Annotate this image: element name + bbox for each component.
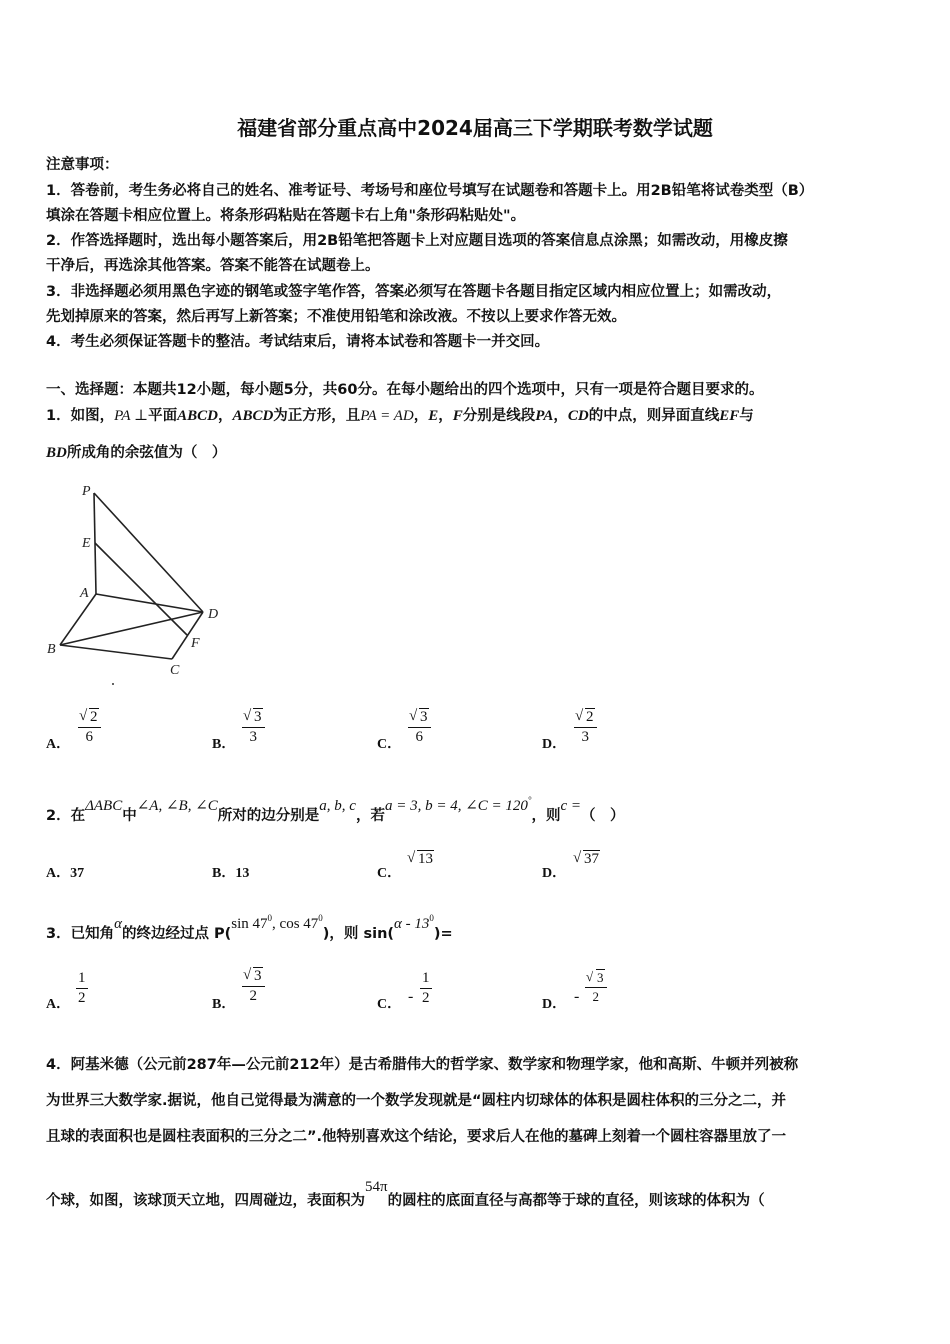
notice-line-6: 先划掉原来的答案，然后再写上新答案；不准使用铅笔和涂改液。不按以上要求作答无效。: [46, 309, 626, 325]
q1-math: PA ⊥: [114, 408, 149, 424]
q3-option-c-label: C．: [377, 997, 402, 1012]
q1-math: F: [452, 408, 463, 424]
label-b: B: [47, 642, 56, 657]
q1-math: ABCD: [232, 408, 274, 424]
q3-math: α: [114, 916, 122, 932]
q1-text: ，: [438, 408, 453, 424]
q3-sup: 0: [318, 913, 323, 923]
q4-text: 的圆柱的底面直径与高都等于球的直径，则该球的体积为（: [387, 1193, 765, 1209]
q2-option-c-value: √ 13: [408, 851, 434, 868]
q1-option-a-value: √ 2 6: [78, 709, 101, 746]
q1-option-a-label: A．: [46, 737, 71, 752]
q1-option-c-label: C．: [377, 737, 402, 752]
question-4-line-2: 为世界三大数学家.据说，他自己觉得最为满意的一个数学发现就是“圆柱内切球体的体积是圆柱体积的三分之二，并: [46, 1093, 787, 1109]
label-c: C: [170, 663, 180, 678]
q3-option-d-label: D．: [542, 997, 567, 1012]
q3-option-b-value: √ 3 2: [242, 968, 265, 1005]
q3-sup: 0: [429, 913, 434, 923]
figure-dot: [112, 683, 114, 685]
q2-option-d: D．: [542, 866, 567, 881]
q3-text: 3．已知角: [46, 926, 115, 942]
q3-option-c-sign: -: [408, 988, 414, 1005]
q4-text: 个球，如图，该球顶天立地，四周碰边，表面积为: [46, 1193, 365, 1209]
q3-sup: 0: [267, 913, 273, 923]
q1-option-c-value: √ 3 6: [408, 709, 431, 746]
q1-text: ，: [553, 408, 568, 424]
q2-option-c: C．: [377, 866, 402, 881]
pyramid-figure: [40, 475, 240, 690]
q4-math: 54π: [365, 1179, 388, 1195]
label-a: A: [80, 586, 89, 601]
q2-text: （ ）: [581, 808, 625, 824]
q1-math: EF: [719, 408, 740, 424]
q1-text: 分别是线段: [462, 408, 536, 424]
q3-option-b-label: B．: [212, 997, 236, 1012]
label-d: D: [208, 607, 219, 622]
question-4-line-4: [46, 1179, 765, 1210]
q1-math: BD: [46, 445, 67, 461]
label-f: F: [191, 636, 200, 651]
q3-math: sin 47: [231, 916, 268, 932]
label-p: P: [82, 484, 91, 499]
question-3-stem: [46, 913, 453, 943]
label-e: E: [82, 536, 91, 551]
question-2-stem: [46, 795, 625, 825]
q3-text: 的终边经过点 P(: [121, 926, 232, 942]
q2-option-a: A．37: [46, 866, 85, 881]
q2-text: ，则: [531, 808, 561, 824]
q3-option-d-sign: -: [574, 988, 580, 1005]
segment-ef: [95, 543, 187, 635]
q2-text: 所对的边分别是: [217, 808, 320, 824]
q1-text: ，: [413, 408, 429, 424]
q2-math: c =: [560, 798, 582, 814]
q2-text: ，若: [355, 808, 385, 824]
q1-option-d-value: √ 2 3: [574, 709, 597, 746]
section-heading: 一、选择题：本题共12小题，每小题5分，共60分。在每小题给出的四个选项中，只有一项是符合题目要求的。: [46, 382, 764, 398]
q3-text: )=: [433, 926, 453, 942]
page-title: 福建省部分重点高中2024届高三下学期联考数学试题: [237, 116, 713, 140]
edge-pd: [94, 493, 203, 612]
q1-math: PA: [535, 408, 554, 424]
q3-math: , cos 47: [272, 916, 319, 932]
q1-option-d-label: D．: [542, 737, 567, 752]
q3-option-d-value: √ 3 2: [585, 970, 607, 1005]
q3-option-c-value: 1 2: [422, 970, 430, 1006]
q1-text: 为正方形，且: [273, 408, 361, 424]
q2-text: 中: [122, 808, 137, 824]
q1-option-b-value: √ 3 3: [242, 709, 265, 746]
q1-text: 所成角的余弦值为（ ）: [66, 445, 227, 461]
q1-math: E: [428, 408, 439, 424]
notice-heading: 注意事项：: [46, 157, 119, 173]
question-1-stem: [46, 404, 754, 425]
q1-text: ，: [217, 408, 233, 424]
notice-line-2: 填涂在答题卡相应位置上。将条形码粘贴在答题卡右上角"条形码粘贴处"。: [46, 208, 526, 224]
q1-text: 与: [739, 408, 754, 424]
q2-option-b: B．13: [212, 866, 250, 881]
q2-math: a = 3, b = 4, ∠C = 120: [384, 798, 528, 814]
q3-math: α - 13: [394, 916, 430, 932]
q1-math: ABCD: [177, 408, 218, 424]
q2-math: a, b, c: [319, 798, 356, 814]
q2-math: ∠A, ∠B, ∠C: [136, 798, 218, 814]
q3-option-a-value: 1 2: [78, 970, 86, 1006]
notice-line-7: 4．考生必须保证答题卡的整洁。考试结束后，请将本试卷和答题卡一并交回。: [46, 334, 550, 350]
question-1-stem-line2: [46, 441, 226, 462]
notice-line-5: 3．非选择题必须用黑色字迹的钢笔或签字笔作答，答案必须写在答题卡各题目指定区域内相应位置上；如需改动，: [46, 284, 782, 300]
q2-math: ΔABC: [85, 798, 123, 814]
q1-math: PA = AD: [360, 408, 414, 424]
q1-math: CD: [567, 408, 589, 424]
edge-bc: [60, 645, 172, 659]
q3-option-a-label: A．: [46, 997, 71, 1012]
q1-text: 1．如图，: [46, 408, 115, 424]
q1-text: 平面: [148, 408, 178, 424]
question-4-line-3: 且球的表面积也是圆柱表面积的三分之二”.他特别喜欢这个结论，要求后人在他的墓碑上刻着一个圆柱容器里放了一: [46, 1129, 787, 1145]
notice-line-4: 干净后，再选涂其他答案。答案不能答在试题卷上。: [46, 258, 380, 274]
q2-option-d-value: √ 37: [574, 851, 600, 868]
q2-text: 2．在: [46, 808, 86, 824]
q1-option-b-label: B．: [212, 737, 236, 752]
question-4-line-1: 4．阿基米德（公元前287年—公元前212年）是古希腊伟大的哲学家、数学家和物理学家，他和高斯、牛顿并列被称: [46, 1057, 799, 1073]
q1-text: 的中点，则异面直线: [588, 408, 720, 424]
notice-line-1: 1．答卷前，考生务必将自己的姓名、准考证号、考场号和座位号填写在试题卷和答题卡上。用2B铅笔将试卷类型（B）: [46, 183, 814, 199]
q2-degree: °: [527, 795, 532, 805]
notice-line-3: 2．作答选择题时，选出每小题答案后，用2B铅笔把答题卡上对应题目选项的答案信息点涂黑；如需改动，用橡皮擦: [46, 233, 788, 249]
q3-text: )，则 sin(: [322, 926, 395, 942]
